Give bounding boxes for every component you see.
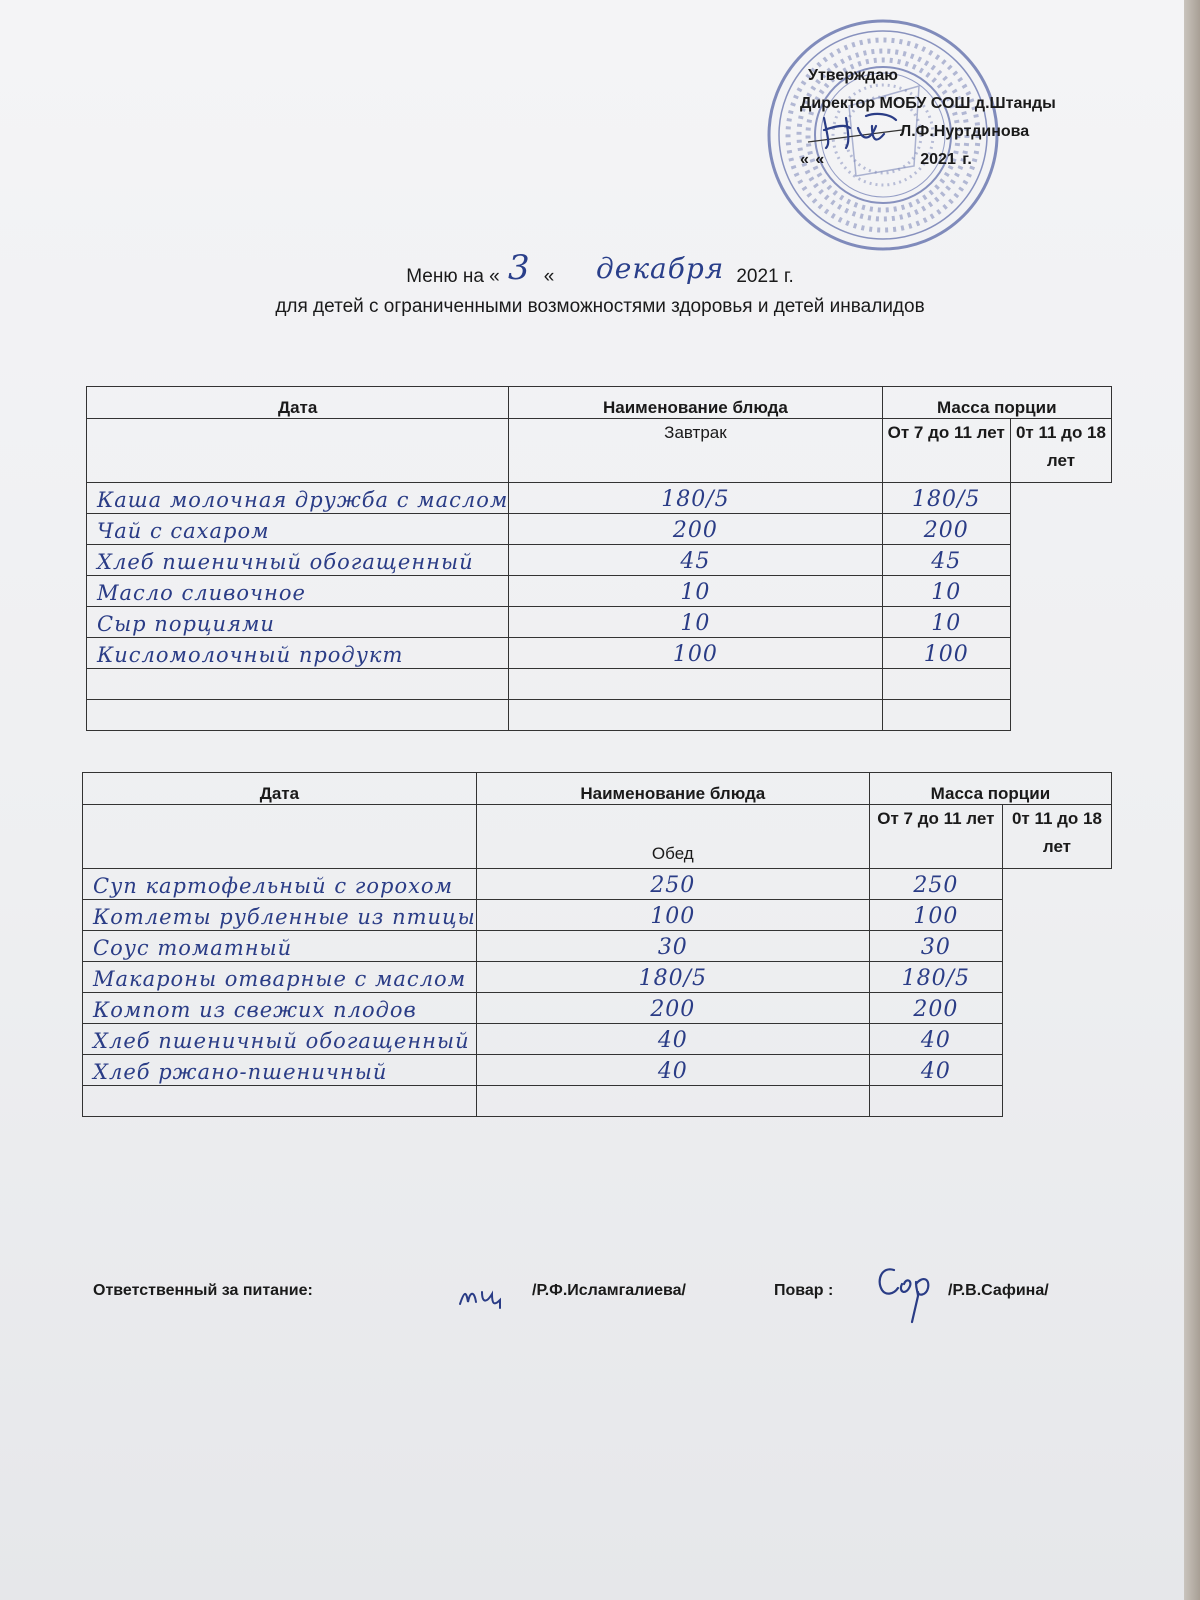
mass-11-18-cell (869, 1086, 1002, 1117)
responsible-label: Ответственный за питание: (93, 1282, 313, 1299)
mass-7-11-cell (509, 700, 882, 731)
mass-7-11-cell (509, 669, 882, 700)
title-year: 2021 г. (736, 266, 794, 287)
mass-11-18-cell: 40 (869, 1055, 1002, 1086)
table-row (87, 576, 1112, 607)
mass-11-18-cell: 100 (869, 900, 1002, 931)
date-header: Дата (87, 387, 509, 419)
cook-signature (872, 1256, 952, 1328)
dish-cell (87, 700, 509, 731)
mass-7-11-cell: 40 (476, 1024, 869, 1055)
meal-label: Обед (476, 805, 869, 869)
age-group-2: 0т 11 до 18 лет (1002, 805, 1111, 869)
age-group-1: От 7 до 11 лет (869, 805, 1002, 869)
dish-cell: Компот из свежих плодов (83, 993, 477, 1024)
mass-11-18-cell: 180/5 (869, 962, 1002, 993)
date-header: Дата (83, 773, 477, 805)
mass-7-11-cell: 10 (509, 607, 882, 638)
menu-subtitle: для детей с ограниченными возможностями здоровья и детей инвалидов (275, 296, 925, 317)
mass-7-11-cell: 45 (509, 545, 882, 576)
mass-7-11-cell (476, 1086, 869, 1117)
mass-11-18-cell: 250 (869, 869, 1002, 900)
table-row (87, 700, 1112, 731)
mass-11-18-cell: 200 (869, 993, 1002, 1024)
table-row (83, 900, 1112, 931)
table-row (83, 1055, 1112, 1086)
approval-line3: Л.Ф.Нуртдинова (900, 123, 1030, 140)
dish-cell: Хлеб пшеничный обогащенный (83, 1024, 477, 1055)
responsible-signature (456, 1278, 512, 1312)
mass-7-11-cell: 250 (476, 869, 869, 900)
mass-11-18-cell (882, 700, 1010, 731)
dish-cell: Хлеб ржано-пшеничный (83, 1055, 477, 1086)
dish-header: Наименование блюда (509, 387, 882, 419)
mass-11-18-cell: 100 (882, 638, 1010, 669)
mass-7-11-cell: 200 (476, 993, 869, 1024)
meal-label: Завтрак (509, 419, 882, 483)
dish-cell: Сыр порциями (87, 607, 509, 638)
table-row (87, 514, 1112, 545)
table-row (83, 931, 1112, 962)
mass-11-18-cell: 10 (882, 607, 1010, 638)
age-group-2: 0т 11 до 18 лет (1010, 419, 1111, 483)
dish-cell (83, 1086, 477, 1117)
mass-11-18-cell: 10 (882, 576, 1010, 607)
mass-7-11-cell: 180/5 (509, 483, 882, 514)
date-cell (83, 805, 477, 869)
approval-line1: Утверждаю (808, 67, 898, 84)
dish-header: Наименование блюда (476, 773, 869, 805)
dish-cell: Чай с сахаром (87, 514, 509, 545)
title-mid: « (543, 266, 555, 287)
approval-year: 2021 г. (920, 151, 972, 168)
mass-11-18-cell: 40 (869, 1024, 1002, 1055)
responsible-name: /Р.Ф.Исламгалиева/ (532, 1282, 686, 1299)
approval-date-quotes: « « (800, 151, 825, 168)
mass-7-11-cell: 200 (509, 514, 882, 545)
table-row (83, 962, 1112, 993)
table-row (87, 545, 1112, 576)
mass-7-11-cell: 100 (509, 638, 882, 669)
director-signature (806, 108, 906, 154)
dish-cell: Котлеты рубленные из птицы (83, 900, 477, 931)
cook-label: Повар : (774, 1282, 834, 1299)
title-prefix: Меню на « (406, 266, 500, 287)
mass-7-11-cell: 30 (476, 931, 869, 962)
dish-cell: Каша молочная дружба с маслом (87, 483, 509, 514)
title-day-handwritten: 3 (508, 248, 530, 288)
table-row (83, 1086, 1112, 1117)
mass-header: Масса порции (869, 773, 1111, 805)
table-row (87, 669, 1112, 700)
table-row (83, 1024, 1112, 1055)
dish-cell (87, 669, 509, 700)
dish-cell: Масло сливочное (87, 576, 509, 607)
table-row (83, 993, 1112, 1024)
dish-cell: Суп картофельный с горохом (83, 869, 477, 900)
cook-name: /Р.В.Сафина/ (948, 1282, 1049, 1299)
title-month-handwritten: декабря (596, 252, 725, 285)
dish-cell: Макароны отварные с маслом (83, 962, 477, 993)
mass-7-11-cell: 10 (509, 576, 882, 607)
mass-11-18-cell: 45 (882, 545, 1010, 576)
mass-11-18-cell (882, 669, 1010, 700)
mass-7-11-cell: 40 (476, 1055, 869, 1086)
mass-11-18-cell: 200 (882, 514, 1010, 545)
mass-7-11-cell: 180/5 (476, 962, 869, 993)
dish-cell: Кисломолочный продукт (87, 638, 509, 669)
lunch-table (82, 772, 1112, 1117)
table-row (87, 483, 1112, 514)
dish-cell: Соус томатный (83, 931, 477, 962)
date-cell (87, 419, 509, 483)
table-row (83, 869, 1112, 900)
dish-cell: Хлеб пшеничный обогащенный (87, 545, 509, 576)
mass-11-18-cell: 180/5 (882, 483, 1010, 514)
approval-line2: Директор МОБУ СОШ д.Штанды (800, 95, 1056, 112)
mass-7-11-cell: 100 (476, 900, 869, 931)
table-row (87, 638, 1112, 669)
mass-11-18-cell: 30 (869, 931, 1002, 962)
table-row (87, 607, 1112, 638)
age-group-1: От 7 до 11 лет (882, 419, 1010, 483)
mass-header: Масса порции (882, 387, 1111, 419)
breakfast-table (86, 386, 1112, 731)
background-edge (1184, 0, 1200, 1600)
